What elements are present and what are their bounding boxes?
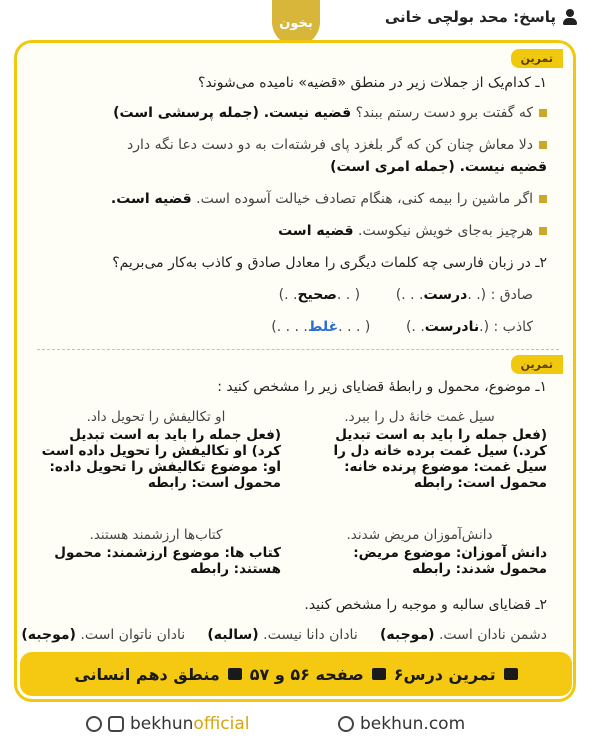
section-divider	[37, 349, 559, 350]
answer-line: کتاب ها: موضوع ارزشمند: محمول	[54, 545, 281, 561]
book-icon	[372, 668, 386, 680]
content-card	[14, 40, 576, 702]
user-icon	[562, 9, 578, 25]
top-bar	[0, 0, 592, 40]
item-2: دلا معاش چنان کن که گر بلغزد پای فرشته‌ات به دو دست دعا نگه دارد	[127, 137, 547, 153]
answer-col-right	[292, 409, 547, 491]
polarity-row: دشمن نادان است. (موجبه) نادان دانا نیست. (سالبه) نادان ناتوان است. (موجبه)	[21, 627, 547, 643]
answer-line: کرد.) سیل غمت برده خانه دل را	[333, 443, 547, 459]
student-icon	[504, 668, 518, 680]
answer-line: محمول است: رابطه	[413, 475, 547, 491]
answer-line: کرد) او تکالیفش را تحویل داده است	[41, 443, 281, 459]
answer-author-text: پاسخ: محد بولچی خانی	[384, 8, 556, 26]
answer-line: هستند: رابطه	[190, 561, 281, 577]
item-4: هرچیز به‌جای خویش نیکوست. قضیه است	[278, 223, 547, 239]
instagram-icon	[108, 716, 124, 732]
question-2: ۲ـ در زبان فارسی چه کلمات دیگری را معادل صادق و کاذب به‌کار می‌بریم؟	[112, 255, 547, 271]
answer-col-right-2	[292, 527, 547, 577]
answer-line: دانش آموزان: موضوع مریض:	[353, 545, 547, 561]
sentence: سیل غمت خانهٔ دل را ببرد.	[344, 409, 495, 425]
kazeb-row: کاذب : (.نادرست. .) ( . . .غلط. . . .)	[271, 319, 533, 335]
question-3: ۱ـ موضوع، محمول و رابطهٔ قضایای زیر را مشخص کنید :	[217, 379, 547, 395]
answer-author	[385, 8, 578, 26]
website-link[interactable]: bekhun.com	[338, 714, 465, 734]
item-1: که گفتت برو دست رستم ببند؟ قضیه نیست. (جمله پرسشی است)	[113, 105, 547, 121]
bullet-icon	[539, 109, 547, 117]
answer-line: محمول شدند: رابطه	[412, 561, 547, 577]
item-2-answer: قضیه نیست. (جمله امری است)	[330, 159, 547, 175]
sadegh-row: صادق : (. .درست. . .) ( . .صحیح. .)	[278, 287, 533, 303]
lesson-label: تمرین درس۶	[393, 664, 496, 684]
sentence: او تکالیفش را تحویل داد.	[86, 409, 226, 425]
answer-col-left-2	[31, 527, 281, 577]
lesson-footer	[20, 652, 572, 696]
question: ۱ـ کدام‌یک از جملات زیر در منطق «قضیه» نامیده می‌شوند؟	[198, 75, 547, 91]
sentence: کتاب‌ها ارزشمند هستند.	[89, 527, 223, 543]
book-label: منطق دهم انسانی	[74, 664, 220, 684]
graduation-cap-icon	[228, 668, 242, 680]
bullet-icon	[539, 227, 547, 235]
answer-line: (فعل جمله را باید به است تبدیل	[335, 427, 547, 443]
pages-label: صفحه ۵۶ و ۵۷	[249, 664, 364, 684]
globe-icon	[338, 716, 354, 732]
section-tab: تمرین	[511, 49, 563, 68]
social-handle[interactable]: bekhunofficial	[86, 714, 249, 734]
sentence: دانش‌آموزان مریض شدند.	[346, 527, 493, 543]
bullet-icon	[539, 195, 547, 203]
social-bar	[0, 706, 592, 740]
item-3: اگر ماشین را بیمه کنی، هنگام تصادف خیالت آسوده است. قضیه است.	[111, 191, 547, 207]
telegram-icon	[86, 716, 102, 732]
question-4: ۲ـ قضایای سالبه و موجبه را مشخص کنید.	[304, 597, 547, 613]
answer-col-left	[31, 409, 281, 491]
answer-line: محمول است: رابطه	[147, 475, 281, 491]
section-tab-2: تمرین	[511, 355, 563, 374]
answer-line: او: موضوع تکالیفش را تحویل داده:	[49, 459, 281, 475]
answer-line: (فعل جمله را باید به است تبدیل	[69, 427, 281, 443]
logo-text: بخون	[279, 15, 313, 31]
bullet-icon	[539, 141, 547, 149]
answer-line: سیل غمت: موضوع پرنده خانه:	[344, 459, 547, 475]
